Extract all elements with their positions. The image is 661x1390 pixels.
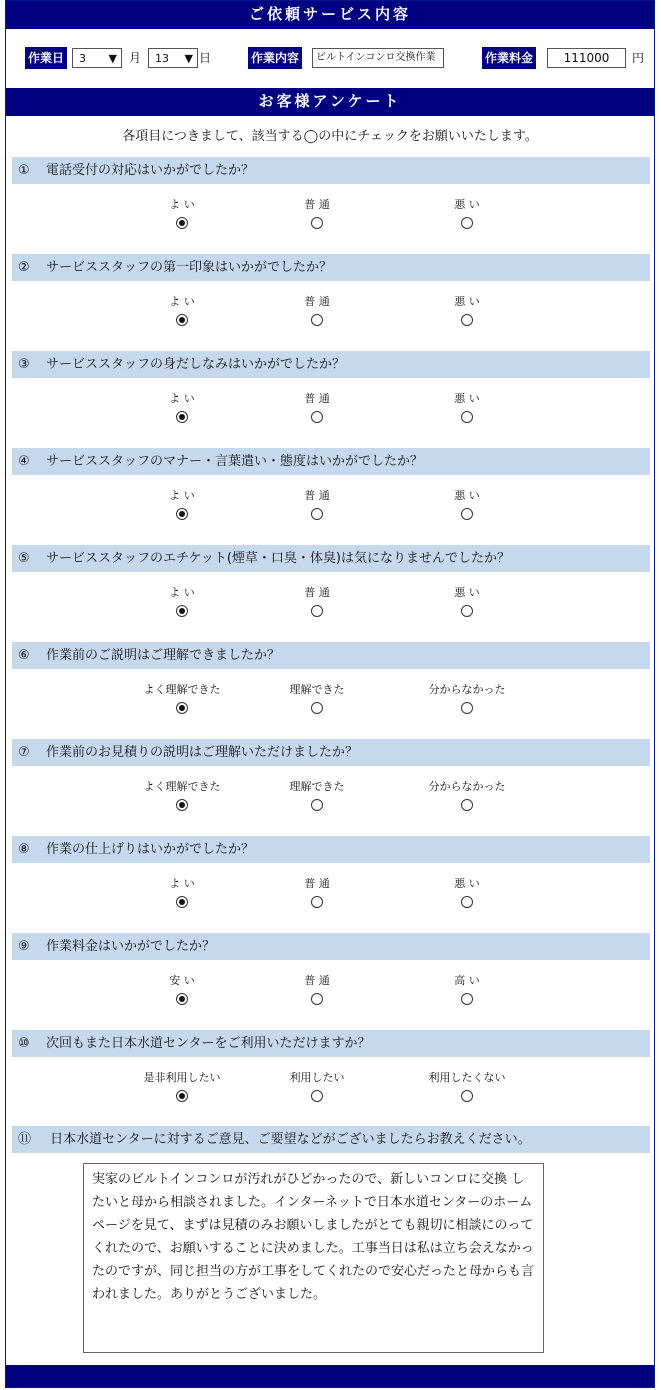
answer-option[interactable]	[407, 683, 527, 714]
radio-button[interactable]	[176, 702, 188, 714]
question-number: ④	[18, 454, 30, 469]
question-number: ②	[18, 260, 30, 275]
answer-option[interactable]	[122, 780, 242, 811]
answer-option-label: 悪 い	[454, 198, 480, 211]
answer-option-label: 是非利用したい	[143, 1071, 221, 1084]
radio-button[interactable]	[311, 993, 323, 1005]
answer-option-label: よく理解できた	[143, 683, 221, 696]
radio-button[interactable]	[461, 217, 473, 229]
answer-option-label: 普 通	[304, 198, 330, 211]
work-fee-label: 作業料金	[482, 47, 536, 69]
question-number: ⑦	[18, 745, 30, 760]
answer-option[interactable]	[122, 392, 242, 423]
day-value: 13	[155, 52, 169, 65]
answer-option[interactable]	[257, 295, 377, 326]
answer-option-label: 普 通	[304, 489, 330, 502]
radio-button[interactable]	[461, 314, 473, 326]
radio-button[interactable]	[461, 605, 473, 617]
radio-button[interactable]	[311, 217, 323, 229]
question-text: サービススタッフの身だしなみはいかがでしたか？	[46, 357, 346, 372]
radio-button[interactable]	[461, 1090, 473, 1102]
radio-button[interactable]	[461, 702, 473, 714]
work-content-field[interactable]: ビルトインコンロ交換作業	[312, 48, 444, 68]
comment-textarea[interactable]: 実家のビルトインコンロが汚れがひどかったので、新しいコンロに交換 したいと母から相談されました。インターネットで日本水道センターのホームページを見て、まずは見積のみお願いしましたがとても親切に相談にのってくれたので、お願いすることに決めました。工事当日は私は立ち会えなかったのですが、同じ担当の方が工事をしてくれたので安心だったと母からも言われました。ありがとうございました。	[83, 1163, 544, 1353]
question-header-6	[12, 642, 650, 669]
question-text: 作業前のお見積りの説明はご理解いただけましたか？	[46, 745, 359, 760]
question-number: ⑨	[18, 939, 30, 954]
answer-option[interactable]	[257, 489, 377, 520]
question-text: サービススタッフの第一印象はいかがでしたか？	[46, 260, 333, 275]
answer-option-label: 普 通	[304, 295, 330, 308]
answer-option-label: 分からなかった	[428, 780, 506, 793]
radio-button[interactable]	[311, 314, 323, 326]
radio-button[interactable]	[176, 605, 188, 617]
work-fee-field[interactable]: 111000	[547, 48, 626, 68]
answer-option[interactable]	[407, 198, 527, 229]
radio-button[interactable]	[311, 605, 323, 617]
answer-option-label: よ い	[169, 198, 195, 211]
radio-button[interactable]	[311, 896, 323, 908]
radio-button[interactable]	[461, 411, 473, 423]
answer-option[interactable]	[122, 489, 242, 520]
question-number: ⑤	[18, 551, 30, 566]
day-unit: 日	[199, 51, 212, 65]
question-text: 電話受付の対応はいかがでしたか？	[46, 163, 255, 178]
answer-option-label: 悪 い	[454, 489, 480, 502]
answer-option[interactable]	[407, 780, 527, 811]
answer-option[interactable]	[407, 489, 527, 520]
question-number: ⑥	[18, 648, 30, 663]
radio-button[interactable]	[176, 1090, 188, 1102]
service-section-header: ご依頼サービス内容	[6, 1, 654, 29]
question-text: 作業前のご説明はご理解できましたか？	[46, 648, 281, 663]
question-text: 日本水道センターに対するご意見、ご要望などがございましたらお教えください。	[50, 1132, 531, 1147]
radio-button[interactable]	[461, 993, 473, 1005]
answer-option[interactable]	[407, 295, 527, 326]
answer-option-label: 利用したくない	[428, 1071, 506, 1084]
question-text: サービススタッフのエチケット(煙草・口臭・体臭)は気になりませんでしたか？	[46, 551, 510, 566]
answer-option[interactable]	[122, 683, 242, 714]
chevron-down-icon: ▼	[184, 52, 193, 65]
question-header-5	[12, 545, 650, 572]
question-header-8	[12, 836, 650, 863]
question-number: ⑩	[18, 1036, 30, 1051]
radio-button[interactable]	[176, 896, 188, 908]
answer-option-label: 悪 い	[454, 295, 480, 308]
answer-option-label: 分からなかった	[428, 683, 506, 696]
answer-option-label: 悪 い	[454, 586, 480, 599]
answer-option[interactable]	[257, 683, 377, 714]
question-header-1	[12, 157, 650, 184]
answer-option-label: 安 い	[169, 974, 195, 987]
question-number: ⑪	[18, 1132, 32, 1147]
answer-option[interactable]	[407, 586, 527, 617]
answer-option[interactable]	[407, 877, 527, 908]
question-text: 作業料金はいかがでしたか？	[46, 939, 216, 954]
answer-option[interactable]	[122, 1071, 242, 1102]
answer-option[interactable]	[122, 877, 242, 908]
answer-option-label: 理解できた	[289, 683, 345, 696]
footer-band	[6, 1365, 654, 1387]
answer-option-label: 普 通	[304, 586, 330, 599]
answer-option-label: よく理解できた	[143, 780, 221, 793]
question-number: ③	[18, 357, 30, 372]
question-text: 次回もまた日本水道センターをご利用いただけますか？	[46, 1036, 371, 1051]
answer-option[interactable]	[122, 586, 242, 617]
survey-form	[5, 0, 655, 1388]
radio-button[interactable]	[176, 993, 188, 1005]
radio-button[interactable]	[311, 411, 323, 423]
radio-button[interactable]	[311, 508, 323, 520]
answer-option[interactable]	[407, 974, 527, 1005]
answer-option[interactable]	[407, 1071, 527, 1102]
radio-button[interactable]	[311, 702, 323, 714]
chevron-down-icon: ▼	[108, 52, 117, 65]
question-number: ⑧	[18, 842, 30, 857]
radio-button[interactable]	[461, 508, 473, 520]
answer-option-label: 利用したい	[289, 1071, 345, 1084]
answer-option-label: よ い	[169, 877, 195, 890]
radio-button[interactable]	[176, 508, 188, 520]
answer-option[interactable]	[257, 974, 377, 1005]
radio-button[interactable]	[311, 1090, 323, 1102]
fee-unit: 円	[632, 51, 645, 65]
answer-option[interactable]	[407, 392, 527, 423]
service-info-row	[6, 45, 654, 71]
answer-option-label: よ い	[169, 586, 195, 599]
radio-button[interactable]	[176, 314, 188, 326]
day-select[interactable]	[148, 48, 198, 68]
answer-option[interactable]	[257, 1071, 377, 1102]
question-header-11	[12, 1126, 650, 1153]
question-header-7	[12, 739, 650, 766]
radio-button[interactable]	[461, 896, 473, 908]
radio-button[interactable]	[311, 799, 323, 811]
question-header-9	[12, 933, 650, 960]
question-number: ①	[18, 163, 30, 178]
answer-option-label: 高 い	[454, 974, 480, 987]
question-text: 作業の仕上げりはいかがでしたか？	[46, 842, 255, 857]
answer-option-label: 理解できた	[289, 780, 345, 793]
radio-button[interactable]	[176, 411, 188, 423]
survey-section-header: お客様アンケート	[6, 88, 654, 116]
radio-button[interactable]	[176, 217, 188, 229]
answer-option[interactable]	[122, 295, 242, 326]
answer-option[interactable]	[257, 586, 377, 617]
question-header-4	[12, 448, 650, 475]
answer-option[interactable]	[122, 974, 242, 1005]
question-header-2	[12, 254, 650, 281]
month-select[interactable]	[72, 48, 122, 68]
month-value: 3	[79, 52, 86, 65]
answer-option-label: よ い	[169, 489, 195, 502]
answer-option[interactable]	[257, 877, 377, 908]
answer-option[interactable]	[257, 780, 377, 811]
answer-option[interactable]	[257, 392, 377, 423]
answer-option-label: 普 通	[304, 877, 330, 890]
answer-option-label: 悪 い	[454, 877, 480, 890]
survey-instruction: 各項目につきまして、該当する◯の中にチェックをお願いいたします。	[122, 129, 538, 144]
work-date-label: 作業日	[25, 47, 67, 69]
work-content-label: 作業内容	[248, 47, 302, 69]
answer-option[interactable]	[122, 198, 242, 229]
radio-button[interactable]	[176, 799, 188, 811]
question-header-3	[12, 351, 650, 378]
answer-option-label: 普 通	[304, 392, 330, 405]
answer-option[interactable]	[257, 198, 377, 229]
answer-option-label: 悪 い	[454, 392, 480, 405]
answer-option-label: 普 通	[304, 974, 330, 987]
radio-button[interactable]	[461, 799, 473, 811]
answer-option-label: よ い	[169, 392, 195, 405]
month-unit: 月	[129, 51, 142, 65]
answer-option-label: よ い	[169, 295, 195, 308]
question-header-10	[12, 1030, 650, 1057]
question-text: サービススタッフのマナー・言葉遣い・態度はいかがでしたか？	[46, 454, 424, 469]
